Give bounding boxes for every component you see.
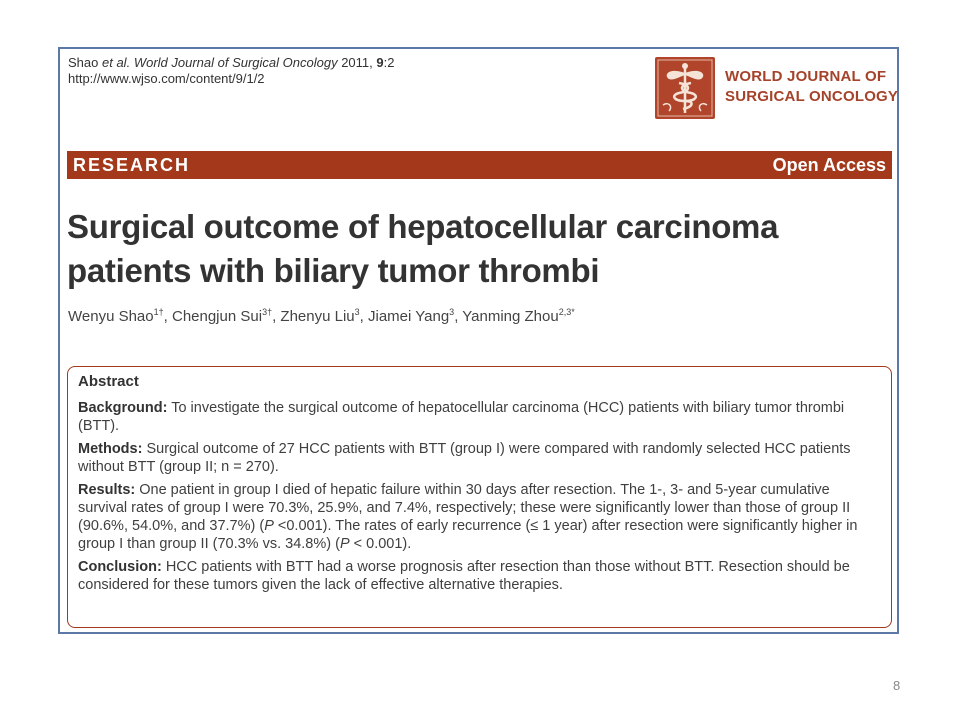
author-affiliation: 2,3*: [558, 307, 575, 317]
abstract-results: [78, 481, 881, 553]
conclusion-text: HCC patients with BTT had a worse prognosis after resection than those without BTT. Resection should be considered for these tumors given the lack of effective alternative therapies.: [78, 559, 850, 593]
results-text: < 0.001).: [349, 536, 412, 552]
paper-page: [58, 47, 899, 634]
author-name: Jiamei Yang: [368, 308, 450, 325]
conclusion-label: Conclusion:: [78, 559, 162, 575]
abstract-background: [78, 399, 881, 435]
author-name: Wenyu Shao: [68, 308, 154, 325]
citation-et-al: et al.: [102, 55, 131, 70]
journal-name-line1: WORLD JOURNAL OF: [725, 68, 887, 85]
open-access-label: Open Access: [772, 154, 886, 175]
author-affiliation: 1†: [153, 307, 164, 317]
citation-author: Shao: [68, 55, 99, 70]
abstract-box: [67, 366, 892, 628]
article-title-line1: Surgical outcome of hepatocellular carcinoma: [67, 208, 779, 245]
article-type-banner: [67, 151, 892, 179]
journal-logo: [655, 57, 899, 121]
methods-text: Surgical outcome of 27 HCC patients with BTT (group I) were compared with randomly selected HCC patients without BTT (group II; n = 270).: [78, 441, 851, 475]
article-title-line2: patients with biliary tumor thrombi: [67, 252, 600, 289]
citation-year: 2011,: [341, 55, 373, 70]
author-name: Yanming Zhou: [462, 308, 559, 325]
caduceus-icon: [655, 57, 715, 119]
author-name: Zhenyu Liu: [280, 308, 355, 325]
slide-number: 8: [893, 678, 901, 693]
abstract-conclusion: [78, 558, 881, 594]
results-text: One patient in group I died of hepatic failure within 30 days after resection. The 1-, 3- and 5-year cumulative survival rates of group I were 70.3%, 25.9%, and 7.4%, respectively; these were significantly lower than those of group II (90.6%, 54.0%, and 37.7%) (: [78, 482, 851, 534]
background-text: To investigate the surgical outcome of hepatocellular carcinoma (HCC) patients with biliary tumor thrombi (BTT).: [78, 400, 845, 434]
methods-label: Methods:: [78, 441, 143, 457]
author-name: Chengjun Sui: [171, 308, 263, 325]
abstract-heading: Abstract: [78, 373, 139, 390]
journal-name-line2: SURGICAL ONCOLOGY: [725, 88, 899, 105]
article-type-label: RESEARCH: [73, 154, 191, 175]
results-text: <0.001). The rates of early recurrence (≤ 1 year) after resection were significantly higher in group I than group II (70.3% vs. 34.8%) (: [78, 518, 858, 552]
author-affiliation: 3: [449, 307, 455, 317]
citation-issue: :2: [383, 55, 395, 70]
author-affiliation: 3†: [262, 307, 273, 317]
citation-volume: 9: [376, 55, 384, 70]
author-list: Wenyu Shao$^{1\dagger}$, Chengjun Sui$^{3\dagger}$, Zhenyu Liu$^3$, Jiamei Yang$^3$, Yanming Zhou$^{2,3*}$: [68, 307, 575, 325]
author-affiliation: 3: [354, 307, 360, 317]
journal-name: [725, 67, 898, 107]
article-title: [67, 205, 887, 293]
citation-header: [68, 55, 394, 87]
results-p-value: P: [339, 536, 350, 552]
abstract-methods: [78, 440, 881, 476]
background-label: Background:: [78, 400, 168, 416]
citation-url[interactable]: http://www.wjso.com/content/9/1/2: [68, 71, 265, 86]
citation-journal: World Journal of Surgical Oncology: [133, 55, 338, 70]
results-label: Results:: [78, 482, 136, 498]
citation-line: [68, 55, 394, 71]
results-p-value: P: [264, 518, 274, 534]
